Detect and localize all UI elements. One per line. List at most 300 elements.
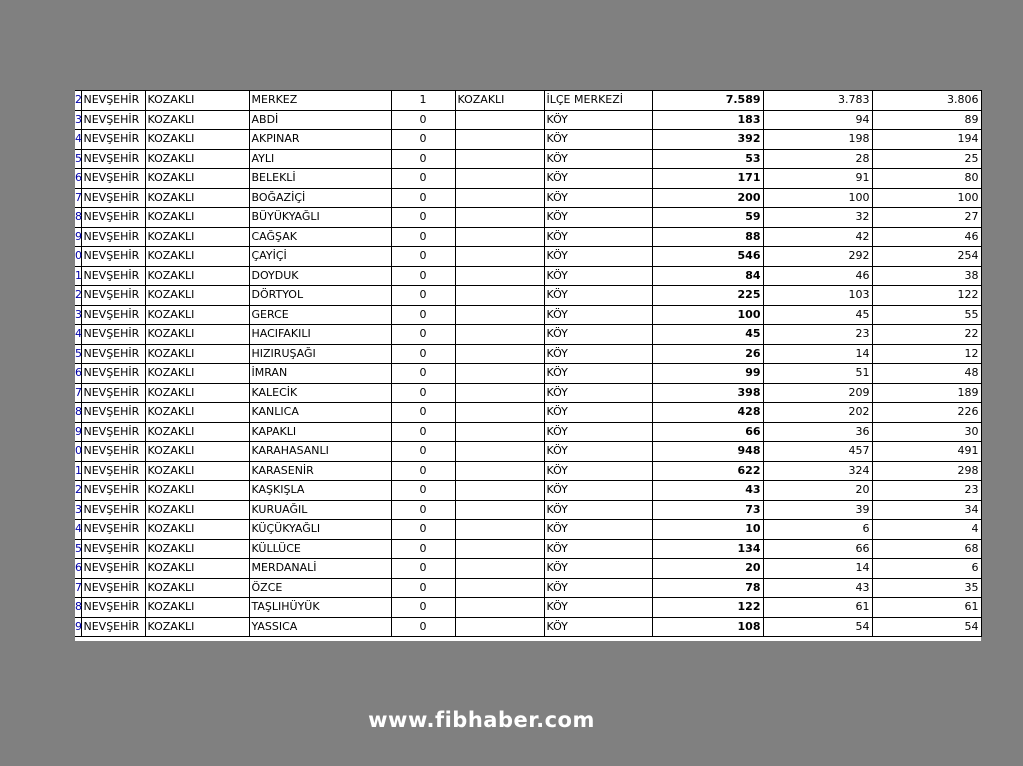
settlement-cell[interactable]: AKPINAR xyxy=(249,130,391,150)
table-row[interactable] xyxy=(75,188,981,208)
center-cell[interactable] xyxy=(455,539,544,559)
total-cell[interactable]: 225 xyxy=(652,286,763,306)
row-number-cell[interactable]: 9 xyxy=(75,422,81,442)
district-cell[interactable]: KOZAKLI xyxy=(145,149,249,169)
row-number-cell[interactable]: 3 xyxy=(75,305,81,325)
total-cell[interactable]: 73 xyxy=(652,500,763,520)
row-number-cell[interactable]: 5 xyxy=(75,344,81,364)
center-cell[interactable] xyxy=(455,364,544,384)
table-row[interactable] xyxy=(75,598,981,618)
center-cell[interactable] xyxy=(455,520,544,540)
settlement-cell[interactable]: MERKEZ xyxy=(249,91,391,111)
center-cell[interactable] xyxy=(455,227,544,247)
type-cell[interactable]: KÖY xyxy=(544,110,652,130)
table-row[interactable] xyxy=(75,91,981,111)
province-cell[interactable]: NEVŞEHİR xyxy=(81,559,145,579)
province-cell[interactable]: NEVŞEHİR xyxy=(81,247,145,267)
row-number-cell[interactable]: 9 xyxy=(75,227,81,247)
table-row[interactable] xyxy=(75,169,981,189)
province-cell[interactable]: NEVŞEHİR xyxy=(81,520,145,540)
province-cell[interactable]: NEVŞEHİR xyxy=(81,344,145,364)
total-cell[interactable]: 10 xyxy=(652,520,763,540)
code-cell[interactable]: 0 xyxy=(391,110,455,130)
type-cell[interactable]: İLÇE MERKEZİ xyxy=(544,91,652,111)
male-cell[interactable]: 14 xyxy=(763,559,872,579)
male-cell[interactable]: 42 xyxy=(763,227,872,247)
row-number-cell[interactable]: 4 xyxy=(75,520,81,540)
type-cell[interactable]: KÖY xyxy=(544,266,652,286)
center-cell[interactable] xyxy=(455,403,544,423)
table-row[interactable] xyxy=(75,500,981,520)
district-cell[interactable]: KOZAKLI xyxy=(145,520,249,540)
settlement-cell[interactable]: GERCE xyxy=(249,305,391,325)
row-number-cell[interactable]: 8 xyxy=(75,403,81,423)
district-cell[interactable]: KOZAKLI xyxy=(145,481,249,501)
district-cell[interactable]: KOZAKLI xyxy=(145,227,249,247)
settlement-cell[interactable]: HACIFAKILI xyxy=(249,325,391,345)
settlement-cell[interactable]: KAŞKIŞLA xyxy=(249,481,391,501)
total-cell[interactable]: 7.589 xyxy=(652,91,763,111)
district-cell[interactable]: KOZAKLI xyxy=(145,286,249,306)
code-cell[interactable]: 0 xyxy=(391,559,455,579)
total-cell[interactable]: 398 xyxy=(652,383,763,403)
total-cell[interactable]: 88 xyxy=(652,227,763,247)
type-cell[interactable]: KÖY xyxy=(544,520,652,540)
province-cell[interactable]: NEVŞEHİR xyxy=(81,422,145,442)
table-row[interactable] xyxy=(75,344,981,364)
center-cell[interactable]: KOZAKLI xyxy=(455,91,544,111)
table-row[interactable] xyxy=(75,364,981,384)
total-cell[interactable]: 26 xyxy=(652,344,763,364)
table-row[interactable] xyxy=(75,403,981,423)
settlement-cell[interactable]: KARASENİR xyxy=(249,461,391,481)
province-cell[interactable]: NEVŞEHİR xyxy=(81,481,145,501)
male-cell[interactable]: 36 xyxy=(763,422,872,442)
total-cell[interactable]: 200 xyxy=(652,188,763,208)
male-cell[interactable]: 28 xyxy=(763,149,872,169)
province-cell[interactable]: NEVŞEHİR xyxy=(81,110,145,130)
row-number-cell[interactable]: 6 xyxy=(75,169,81,189)
settlement-cell[interactable]: KURUAĞIL xyxy=(249,500,391,520)
row-number-cell[interactable]: 5 xyxy=(75,149,81,169)
female-cell[interactable]: 68 xyxy=(872,539,981,559)
type-cell[interactable]: KÖY xyxy=(544,227,652,247)
code-cell[interactable]: 0 xyxy=(391,208,455,228)
row-number-cell[interactable]: 8 xyxy=(75,598,81,618)
row-number-cell[interactable]: 7 xyxy=(75,383,81,403)
row-number-cell[interactable]: 4 xyxy=(75,130,81,150)
center-cell[interactable] xyxy=(455,169,544,189)
district-cell[interactable]: KOZAKLI xyxy=(145,364,249,384)
female-cell[interactable]: 194 xyxy=(872,130,981,150)
code-cell[interactable]: 0 xyxy=(391,247,455,267)
female-cell[interactable]: 54 xyxy=(872,617,981,637)
code-cell[interactable]: 0 xyxy=(391,266,455,286)
table-row[interactable] xyxy=(75,520,981,540)
settlement-cell[interactable]: TAŞLIHÜYÜK xyxy=(249,598,391,618)
type-cell[interactable]: KÖY xyxy=(544,130,652,150)
table-row[interactable] xyxy=(75,559,981,579)
male-cell[interactable]: 324 xyxy=(763,461,872,481)
type-cell[interactable]: KÖY xyxy=(544,403,652,423)
female-cell[interactable]: 491 xyxy=(872,442,981,462)
code-cell[interactable]: 0 xyxy=(391,481,455,501)
code-cell[interactable]: 0 xyxy=(391,578,455,598)
settlement-cell[interactable]: KARAHASANLI xyxy=(249,442,391,462)
center-cell[interactable] xyxy=(455,325,544,345)
district-cell[interactable]: KOZAKLI xyxy=(145,169,249,189)
settlement-cell[interactable]: ÖZCE xyxy=(249,578,391,598)
type-cell[interactable]: KÖY xyxy=(544,500,652,520)
table-row[interactable] xyxy=(75,130,981,150)
male-cell[interactable]: 45 xyxy=(763,305,872,325)
table-row[interactable] xyxy=(75,286,981,306)
district-cell[interactable]: KOZAKLI xyxy=(145,305,249,325)
total-cell[interactable]: 183 xyxy=(652,110,763,130)
settlement-cell[interactable]: KÜLLÜCE xyxy=(249,539,391,559)
row-number-cell[interactable]: 2 xyxy=(75,286,81,306)
code-cell[interactable]: 0 xyxy=(391,227,455,247)
center-cell[interactable] xyxy=(455,500,544,520)
male-cell[interactable]: 457 xyxy=(763,442,872,462)
female-cell[interactable]: 23 xyxy=(872,481,981,501)
total-cell[interactable]: 59 xyxy=(652,208,763,228)
province-cell[interactable]: NEVŞEHİR xyxy=(81,305,145,325)
female-cell[interactable]: 89 xyxy=(872,110,981,130)
male-cell[interactable]: 91 xyxy=(763,169,872,189)
province-cell[interactable]: NEVŞEHİR xyxy=(81,130,145,150)
female-cell[interactable]: 6 xyxy=(872,559,981,579)
district-cell[interactable]: KOZAKLI xyxy=(145,208,249,228)
row-number-cell[interactable]: 1 xyxy=(75,461,81,481)
province-cell[interactable]: NEVŞEHİR xyxy=(81,325,145,345)
center-cell[interactable] xyxy=(455,422,544,442)
table-row[interactable] xyxy=(75,247,981,267)
code-cell[interactable]: 0 xyxy=(391,305,455,325)
center-cell[interactable] xyxy=(455,305,544,325)
district-cell[interactable]: KOZAKLI xyxy=(145,188,249,208)
table-row[interactable] xyxy=(75,461,981,481)
female-cell[interactable]: 27 xyxy=(872,208,981,228)
table-row[interactable] xyxy=(75,208,981,228)
male-cell[interactable]: 202 xyxy=(763,403,872,423)
total-cell[interactable]: 122 xyxy=(652,598,763,618)
row-number-cell[interactable]: 6 xyxy=(75,559,81,579)
province-cell[interactable]: NEVŞEHİR xyxy=(81,403,145,423)
row-number-cell[interactable]: 8 xyxy=(75,208,81,228)
center-cell[interactable] xyxy=(455,266,544,286)
total-cell[interactable]: 99 xyxy=(652,364,763,384)
center-cell[interactable] xyxy=(455,149,544,169)
settlement-cell[interactable]: CAĞŞAK xyxy=(249,227,391,247)
table-row[interactable] xyxy=(75,305,981,325)
female-cell[interactable]: 25 xyxy=(872,149,981,169)
female-cell[interactable]: 298 xyxy=(872,461,981,481)
center-cell[interactable] xyxy=(455,247,544,267)
center-cell[interactable] xyxy=(455,188,544,208)
district-cell[interactable]: KOZAKLI xyxy=(145,578,249,598)
code-cell[interactable]: 0 xyxy=(391,383,455,403)
center-cell[interactable] xyxy=(455,442,544,462)
male-cell[interactable]: 54 xyxy=(763,617,872,637)
male-cell[interactable]: 23 xyxy=(763,325,872,345)
male-cell[interactable]: 198 xyxy=(763,130,872,150)
district-cell[interactable]: KOZAKLI xyxy=(145,559,249,579)
table-row[interactable] xyxy=(75,383,981,403)
settlement-cell[interactable]: BELEKLİ xyxy=(249,169,391,189)
settlement-cell[interactable]: AYLI xyxy=(249,149,391,169)
male-cell[interactable]: 43 xyxy=(763,578,872,598)
code-cell[interactable]: 0 xyxy=(391,422,455,442)
code-cell[interactable]: 0 xyxy=(391,461,455,481)
code-cell[interactable]: 0 xyxy=(391,403,455,423)
settlement-cell[interactable]: DÖRTYOL xyxy=(249,286,391,306)
type-cell[interactable]: KÖY xyxy=(544,598,652,618)
male-cell[interactable]: 66 xyxy=(763,539,872,559)
female-cell[interactable]: 35 xyxy=(872,578,981,598)
settlement-cell[interactable]: İMRAN xyxy=(249,364,391,384)
province-cell[interactable]: NEVŞEHİR xyxy=(81,188,145,208)
total-cell[interactable]: 100 xyxy=(652,305,763,325)
settlement-cell[interactable]: DOYDUK xyxy=(249,266,391,286)
district-cell[interactable]: KOZAKLI xyxy=(145,110,249,130)
row-number-cell[interactable]: 0 xyxy=(75,247,81,267)
settlement-cell[interactable]: ABDİ xyxy=(249,110,391,130)
type-cell[interactable]: KÖY xyxy=(544,617,652,637)
male-cell[interactable]: 20 xyxy=(763,481,872,501)
center-cell[interactable] xyxy=(455,578,544,598)
code-cell[interactable]: 0 xyxy=(391,617,455,637)
center-cell[interactable] xyxy=(455,617,544,637)
code-cell[interactable]: 0 xyxy=(391,130,455,150)
row-number-cell[interactable]: 2 xyxy=(75,481,81,501)
province-cell[interactable]: NEVŞEHİR xyxy=(81,383,145,403)
type-cell[interactable]: KÖY xyxy=(544,325,652,345)
table-row[interactable] xyxy=(75,227,981,247)
code-cell[interactable]: 0 xyxy=(391,442,455,462)
male-cell[interactable]: 14 xyxy=(763,344,872,364)
center-cell[interactable] xyxy=(455,461,544,481)
center-cell[interactable] xyxy=(455,383,544,403)
code-cell[interactable]: 1 xyxy=(391,91,455,111)
district-cell[interactable]: KOZAKLI xyxy=(145,442,249,462)
row-number-cell[interactable]: 6 xyxy=(75,364,81,384)
female-cell[interactable]: 254 xyxy=(872,247,981,267)
center-cell[interactable] xyxy=(455,286,544,306)
total-cell[interactable]: 171 xyxy=(652,169,763,189)
female-cell[interactable]: 34 xyxy=(872,500,981,520)
center-cell[interactable] xyxy=(455,344,544,364)
total-cell[interactable]: 428 xyxy=(652,403,763,423)
female-cell[interactable]: 38 xyxy=(872,266,981,286)
settlement-cell[interactable]: KÜÇÜKYAĞLI xyxy=(249,520,391,540)
code-cell[interactable]: 0 xyxy=(391,325,455,345)
row-number-cell[interactable]: 1 xyxy=(75,266,81,286)
male-cell[interactable]: 94 xyxy=(763,110,872,130)
code-cell[interactable]: 0 xyxy=(391,149,455,169)
province-cell[interactable]: NEVŞEHİR xyxy=(81,91,145,111)
male-cell[interactable]: 3.783 xyxy=(763,91,872,111)
settlement-cell[interactable]: BOĞAZİÇİ xyxy=(249,188,391,208)
row-number-cell[interactable]: 5 xyxy=(75,539,81,559)
district-cell[interactable]: KOZAKLI xyxy=(145,617,249,637)
province-cell[interactable]: NEVŞEHİR xyxy=(81,598,145,618)
female-cell[interactable]: 100 xyxy=(872,188,981,208)
male-cell[interactable]: 103 xyxy=(763,286,872,306)
district-cell[interactable]: KOZAKLI xyxy=(145,500,249,520)
male-cell[interactable]: 46 xyxy=(763,266,872,286)
settlement-cell[interactable]: KANLICA xyxy=(249,403,391,423)
table-row[interactable] xyxy=(75,149,981,169)
row-number-cell[interactable]: 4 xyxy=(75,325,81,345)
settlement-cell[interactable]: KAPAKLI xyxy=(249,422,391,442)
female-cell[interactable]: 3.806 xyxy=(872,91,981,111)
province-cell[interactable]: NEVŞEHİR xyxy=(81,149,145,169)
code-cell[interactable]: 0 xyxy=(391,286,455,306)
row-number-cell[interactable]: 3 xyxy=(75,110,81,130)
type-cell[interactable]: KÖY xyxy=(544,578,652,598)
district-cell[interactable]: KOZAKLI xyxy=(145,461,249,481)
district-cell[interactable]: KOZAKLI xyxy=(145,422,249,442)
female-cell[interactable]: 189 xyxy=(872,383,981,403)
province-cell[interactable]: NEVŞEHİR xyxy=(81,208,145,228)
total-cell[interactable]: 20 xyxy=(652,559,763,579)
table-row[interactable] xyxy=(75,325,981,345)
province-cell[interactable]: NEVŞEHİR xyxy=(81,442,145,462)
male-cell[interactable]: 209 xyxy=(763,383,872,403)
total-cell[interactable]: 134 xyxy=(652,539,763,559)
type-cell[interactable]: KÖY xyxy=(544,169,652,189)
province-cell[interactable]: NEVŞEHİR xyxy=(81,500,145,520)
row-number-cell[interactable]: 0 xyxy=(75,442,81,462)
male-cell[interactable]: 100 xyxy=(763,188,872,208)
row-number-cell[interactable]: 7 xyxy=(75,578,81,598)
type-cell[interactable]: KÖY xyxy=(544,481,652,501)
code-cell[interactable]: 0 xyxy=(391,169,455,189)
district-cell[interactable]: KOZAKLI xyxy=(145,266,249,286)
center-cell[interactable] xyxy=(455,110,544,130)
center-cell[interactable] xyxy=(455,481,544,501)
type-cell[interactable]: KÖY xyxy=(544,208,652,228)
type-cell[interactable]: KÖY xyxy=(544,344,652,364)
type-cell[interactable]: KÖY xyxy=(544,539,652,559)
table-row[interactable] xyxy=(75,422,981,442)
table-row[interactable] xyxy=(75,578,981,598)
province-cell[interactable]: NEVŞEHİR xyxy=(81,578,145,598)
row-number-cell[interactable]: 9 xyxy=(75,617,81,637)
female-cell[interactable]: 46 xyxy=(872,227,981,247)
female-cell[interactable]: 48 xyxy=(872,364,981,384)
male-cell[interactable]: 51 xyxy=(763,364,872,384)
total-cell[interactable]: 45 xyxy=(652,325,763,345)
settlement-cell[interactable]: YASSICA xyxy=(249,617,391,637)
center-cell[interactable] xyxy=(455,559,544,579)
province-cell[interactable]: NEVŞEHİR xyxy=(81,461,145,481)
code-cell[interactable]: 0 xyxy=(391,188,455,208)
type-cell[interactable]: KÖY xyxy=(544,559,652,579)
type-cell[interactable]: KÖY xyxy=(544,247,652,267)
code-cell[interactable]: 0 xyxy=(391,344,455,364)
female-cell[interactable]: 61 xyxy=(872,598,981,618)
row-number-cell[interactable]: 2 xyxy=(75,91,81,111)
center-cell[interactable] xyxy=(455,598,544,618)
male-cell[interactable]: 61 xyxy=(763,598,872,618)
female-cell[interactable]: 22 xyxy=(872,325,981,345)
type-cell[interactable]: KÖY xyxy=(544,442,652,462)
male-cell[interactable]: 292 xyxy=(763,247,872,267)
district-cell[interactable]: KOZAKLI xyxy=(145,383,249,403)
province-cell[interactable]: NEVŞEHİR xyxy=(81,617,145,637)
table-row[interactable] xyxy=(75,442,981,462)
district-cell[interactable]: KOZAKLI xyxy=(145,403,249,423)
female-cell[interactable]: 80 xyxy=(872,169,981,189)
female-cell[interactable]: 12 xyxy=(872,344,981,364)
district-cell[interactable]: KOZAKLI xyxy=(145,539,249,559)
district-cell[interactable]: KOZAKLI xyxy=(145,91,249,111)
type-cell[interactable]: KÖY xyxy=(544,461,652,481)
female-cell[interactable]: 122 xyxy=(872,286,981,306)
total-cell[interactable]: 43 xyxy=(652,481,763,501)
province-cell[interactable]: NEVŞEHİR xyxy=(81,227,145,247)
table-row[interactable] xyxy=(75,110,981,130)
female-cell[interactable]: 226 xyxy=(872,403,981,423)
table-row[interactable] xyxy=(75,617,981,637)
district-cell[interactable]: KOZAKLI xyxy=(145,344,249,364)
district-cell[interactable]: KOZAKLI xyxy=(145,247,249,267)
district-cell[interactable]: KOZAKLI xyxy=(145,130,249,150)
district-cell[interactable]: KOZAKLI xyxy=(145,598,249,618)
female-cell[interactable]: 4 xyxy=(872,520,981,540)
code-cell[interactable]: 0 xyxy=(391,500,455,520)
total-cell[interactable]: 108 xyxy=(652,617,763,637)
row-number-cell[interactable]: 3 xyxy=(75,500,81,520)
total-cell[interactable]: 948 xyxy=(652,442,763,462)
type-cell[interactable]: KÖY xyxy=(544,305,652,325)
settlement-cell[interactable]: ÇAYİÇİ xyxy=(249,247,391,267)
code-cell[interactable]: 0 xyxy=(391,520,455,540)
type-cell[interactable]: KÖY xyxy=(544,188,652,208)
center-cell[interactable] xyxy=(455,130,544,150)
total-cell[interactable]: 392 xyxy=(652,130,763,150)
total-cell[interactable]: 66 xyxy=(652,422,763,442)
table-row[interactable] xyxy=(75,481,981,501)
center-cell[interactable] xyxy=(455,208,544,228)
settlement-cell[interactable]: BÜYÜKYAĞLI xyxy=(249,208,391,228)
table-row[interactable] xyxy=(75,266,981,286)
settlement-cell[interactable]: MERDANALİ xyxy=(249,559,391,579)
total-cell[interactable]: 84 xyxy=(652,266,763,286)
code-cell[interactable]: 0 xyxy=(391,539,455,559)
total-cell[interactable]: 622 xyxy=(652,461,763,481)
male-cell[interactable]: 39 xyxy=(763,500,872,520)
province-cell[interactable]: NEVŞEHİR xyxy=(81,286,145,306)
female-cell[interactable]: 30 xyxy=(872,422,981,442)
row-number-cell[interactable]: 7 xyxy=(75,188,81,208)
male-cell[interactable]: 32 xyxy=(763,208,872,228)
type-cell[interactable]: KÖY xyxy=(544,364,652,384)
female-cell[interactable]: 55 xyxy=(872,305,981,325)
total-cell[interactable]: 546 xyxy=(652,247,763,267)
province-cell[interactable]: NEVŞEHİR xyxy=(81,266,145,286)
total-cell[interactable]: 53 xyxy=(652,149,763,169)
code-cell[interactable]: 0 xyxy=(391,598,455,618)
type-cell[interactable]: KÖY xyxy=(544,286,652,306)
type-cell[interactable]: KÖY xyxy=(544,149,652,169)
table-row[interactable] xyxy=(75,539,981,559)
province-cell[interactable]: NEVŞEHİR xyxy=(81,364,145,384)
settlement-cell[interactable]: HIZIRUŞAĞI xyxy=(249,344,391,364)
type-cell[interactable]: KÖY xyxy=(544,383,652,403)
